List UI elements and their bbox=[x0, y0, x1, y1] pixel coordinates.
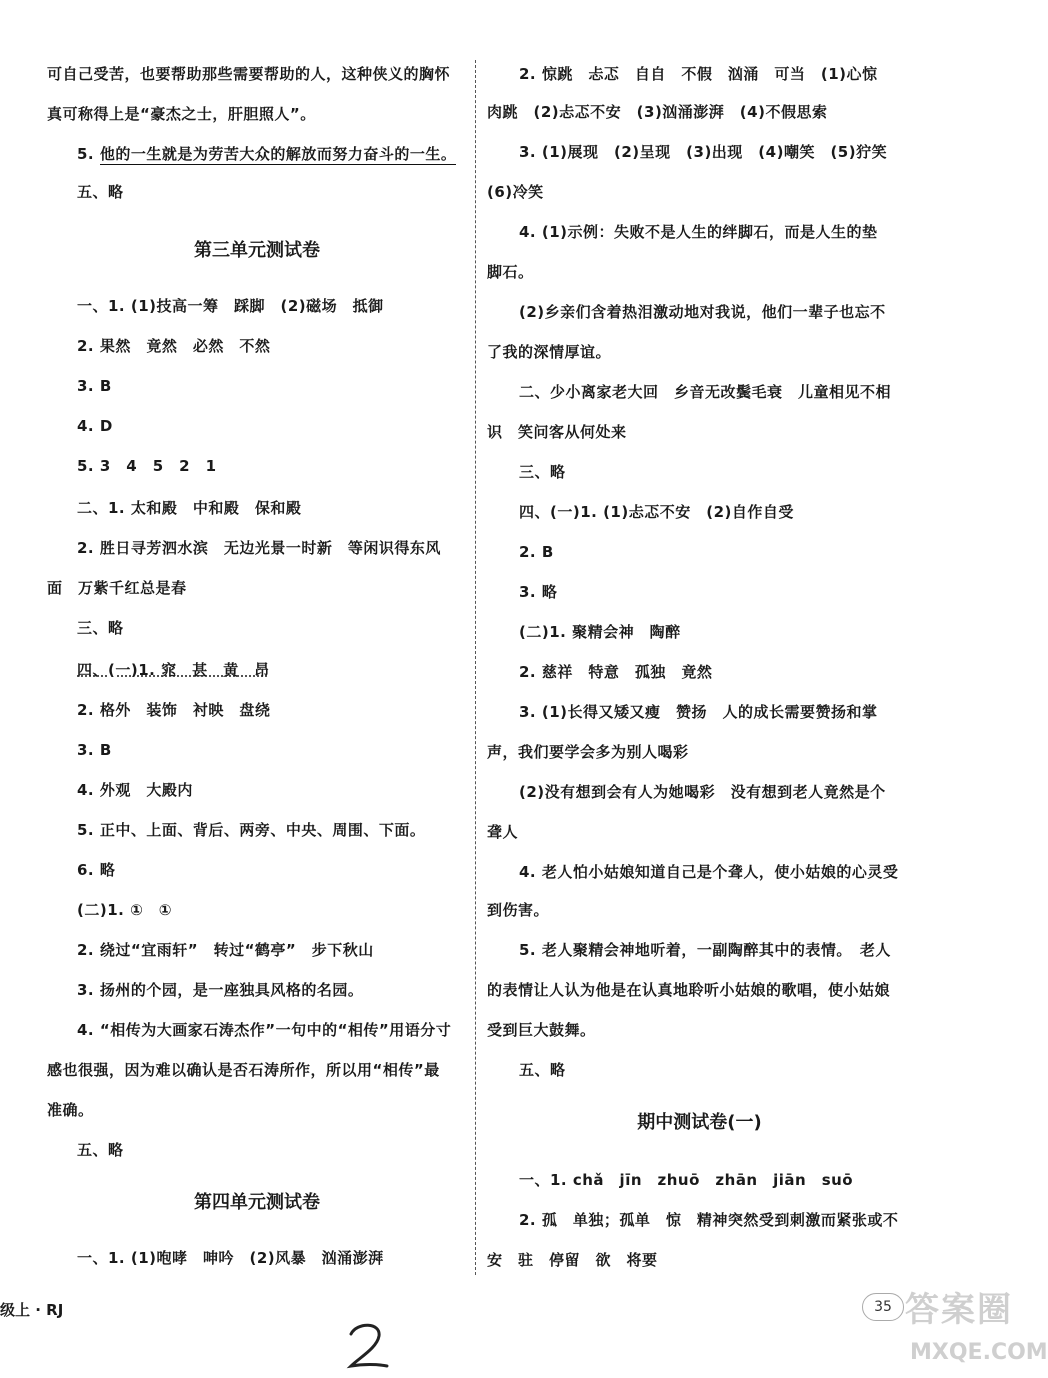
footer-grade-label: 级上 · RJ bbox=[0, 1301, 64, 1319]
text-line: 可自己受苦，也要帮助那些需要帮助的人，这种侠义的胸怀 bbox=[47, 65, 451, 83]
text-line: 4. (1)示例：失败不是人生的绊脚石，而是人生的垫 bbox=[519, 223, 878, 241]
column-divider bbox=[475, 60, 476, 1275]
text-line: 5. 老人聚精会神地听着，一副陶醉其中的表情。 老人 bbox=[519, 941, 891, 959]
text-line: 二、1. 太和殿 中和殿 保和殿 bbox=[77, 499, 302, 517]
text-line: 五、略 bbox=[519, 1061, 566, 1079]
text-line: 了我的深情厚谊。 bbox=[487, 343, 612, 361]
text-line: 到伤害。 bbox=[487, 901, 550, 919]
text-line: 2. 胜日寻芳泗水滨 无边光景一时新 等闲识得东风 bbox=[77, 539, 441, 557]
text-line: (6)冷笑 bbox=[487, 183, 544, 201]
text-line: 3. (1)长得又矮又瘦 赞扬 人的成长需要赞扬和掌 bbox=[519, 703, 878, 721]
page-number: 35 bbox=[862, 1293, 904, 1321]
section-heading-unit4: 第四单元测试卷 bbox=[194, 1192, 320, 1213]
text-line: 2. 格外 装饰 衬映 盘绕 bbox=[77, 701, 271, 719]
text-line: 2. 惊跳 忐忑 自自 不假 汹涌 可当 (1)心惊 bbox=[519, 65, 878, 83]
text-line: 感也很强，因为难以确认是否石涛所作，所以用“相传”最 bbox=[47, 1061, 440, 1079]
text-line: (二)1. 聚精会神 陶醉 bbox=[519, 623, 681, 641]
text-line: 五、略 bbox=[77, 183, 124, 201]
text-line: 的表情让人认为他是在认真地聆听小姑娘的歌唱，使小姑娘 bbox=[487, 981, 891, 999]
text-line: 三、略 bbox=[77, 619, 124, 637]
text-line: 2. 果然 竟然 必然 不然 bbox=[77, 337, 271, 355]
item-number: 5. bbox=[77, 145, 95, 163]
section-heading-midterm: 期中测试卷(一) bbox=[637, 1112, 762, 1133]
text-line: 真可称得上是“豪杰之士，肝胆照人”。 bbox=[47, 105, 316, 123]
text-line: 5. 正中、上面、背后、两旁、中央、周围、下面。 bbox=[77, 821, 426, 839]
text-line: 2. 慈祥 特意 孤独 竟然 bbox=[519, 663, 713, 681]
text-line: 6. 略 bbox=[77, 861, 116, 879]
text-line: (2)乡亲们含着热泪激动地对我说，他们一辈子也忘不 bbox=[519, 303, 886, 321]
text-line: 聋人 bbox=[487, 823, 519, 841]
text-line: (二)1. ① ① bbox=[77, 901, 172, 919]
text-line: 三、略 bbox=[519, 463, 566, 481]
text-line: 4. “相传为大画家石涛杰作”一句中的“相传”用语分寸 bbox=[77, 1021, 452, 1039]
text-line: 4. D bbox=[77, 417, 113, 435]
text-line-underlined bbox=[77, 144, 456, 164]
text-line: 一、1. (1)咆哮 呻吟 (2)风暴 汹涌澎湃 bbox=[77, 1249, 384, 1267]
text-line: 二、少小离家老大回 乡音无改鬓毛衰 儿童相见不相 bbox=[519, 383, 892, 401]
text-line-pinyin: 一、1. chǎ jīn zhuō zhān jiān suō bbox=[519, 1171, 854, 1189]
section-heading-unit3: 第三单元测试卷 bbox=[194, 240, 320, 261]
text-line: 3. (1)展现 (2)呈现 (3)出现 (4)嘲笑 (5)狞笑 bbox=[519, 143, 888, 161]
text-line: 一、1. (1)技高一筹 踩脚 (2)磁场 抵御 bbox=[77, 297, 384, 315]
text-line: 3. B bbox=[77, 741, 112, 759]
text-line: 准确。 bbox=[47, 1101, 94, 1119]
underlined-answer: 他的一生就是为劳苦大众的解放而努力奋斗的一生。 bbox=[99, 145, 457, 163]
text-line: 4. 外观 大殿内 bbox=[77, 781, 193, 799]
text-line: 脚石。 bbox=[487, 263, 534, 281]
text-line: 4. 老人怕小姑娘知道自己是个聋人，使小姑娘的心灵受 bbox=[519, 863, 899, 881]
text-line bbox=[77, 660, 270, 680]
watermark-logo: 答案圈 bbox=[905, 1290, 1013, 1330]
text-line: 2. 绕过“宜雨轩” 转过“鹤亭” 步下秋山 bbox=[77, 941, 374, 959]
text-line: (2)没有想到会有人为她喝彩 没有想到老人竟然是个 bbox=[519, 783, 886, 801]
watermark-url: MXQE.COM bbox=[910, 1340, 1048, 1365]
text-line: 2. B bbox=[519, 543, 554, 561]
text-line: 四、(一)1. (1)忐忑不安 (2)自作自受 bbox=[519, 503, 794, 521]
text-line: 2. 孤 单独；孤单 惊 精神突然受到刺激而紧张或不 bbox=[519, 1211, 899, 1229]
text-line: 3. 扬州的个园，是一座独具风格的名园。 bbox=[77, 981, 364, 999]
text-line: 3. 略 bbox=[519, 583, 558, 601]
text-line: 面 万紫千红总是春 bbox=[47, 579, 187, 597]
text-line: 5. 3 4 5 2 1 bbox=[77, 457, 217, 475]
text-line: 安 驻 停留 欲 将要 bbox=[487, 1251, 658, 1269]
text-line: 肉跳 (2)忐忑不安 (3)汹涌澎湃 (4)不假思索 bbox=[487, 103, 828, 121]
text-line: 识 笑问客从何处来 bbox=[487, 423, 627, 441]
text-line: 五、略 bbox=[77, 1141, 124, 1159]
dotted-answer: 四、(一)1. 窕 甚 黄 昂 bbox=[77, 661, 270, 679]
text-line: 受到巨大鼓舞。 bbox=[487, 1021, 596, 1039]
handwritten-mark bbox=[343, 1320, 393, 1372]
text-line: 3. B bbox=[77, 377, 112, 395]
text-line: 声，我们要学会多为别人喝彩 bbox=[487, 743, 689, 761]
